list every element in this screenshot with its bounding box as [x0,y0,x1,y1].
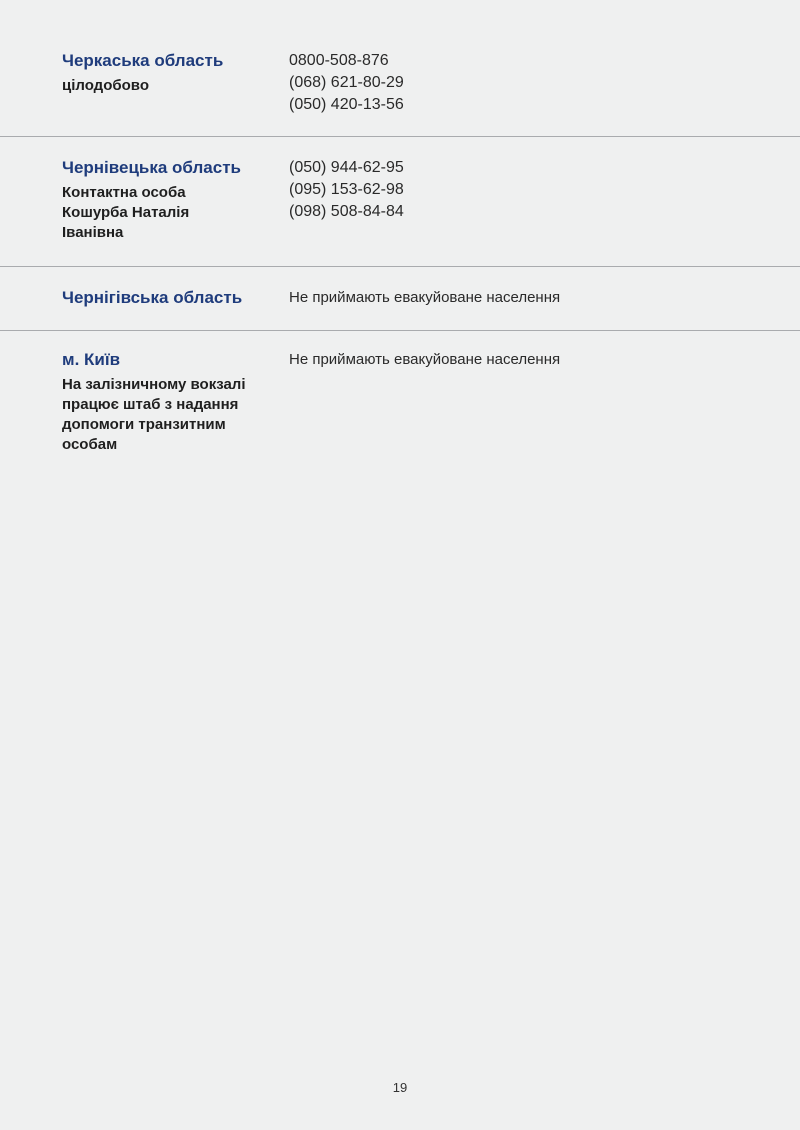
phone-number: (095) 153-62-98 [289,181,404,198]
page-number: 19 [392,1080,408,1095]
region-contacts [289,349,769,371]
phone-number: (050) 944-62-95 [289,159,404,176]
region-note: Контактна особа Кошурба Наталія Іванівна [62,184,190,241]
region-info [62,157,277,243]
region-contacts [289,50,769,116]
region-name: м. Київ [62,350,121,369]
phone-number: (050) 420-13-56 [289,96,404,113]
region-name: Чернівецька область [62,158,241,177]
region-info [62,50,277,96]
region-contacts [289,157,769,223]
region-info [62,349,277,455]
region-status: Не приймають евакуйоване населення [289,289,561,306]
phone-number: 0800-508-876 [289,52,389,69]
phone-number: (068) 621-80-29 [289,74,404,91]
row-divider [0,330,800,331]
region-info [62,287,277,309]
region-contacts [289,287,769,309]
region-status: Не приймають евакуйоване населення [289,351,561,368]
region-note: На залізничному вокзалі працює штаб з надання допомоги транзитним особам [62,376,246,453]
row-divider [0,266,800,267]
region-name: Чернігівська область [62,288,243,307]
region-note: цілодобово [62,77,149,94]
phone-number: (098) 508-84-84 [289,203,404,220]
row-divider [0,136,800,137]
region-name: Черкаська область [62,51,224,70]
